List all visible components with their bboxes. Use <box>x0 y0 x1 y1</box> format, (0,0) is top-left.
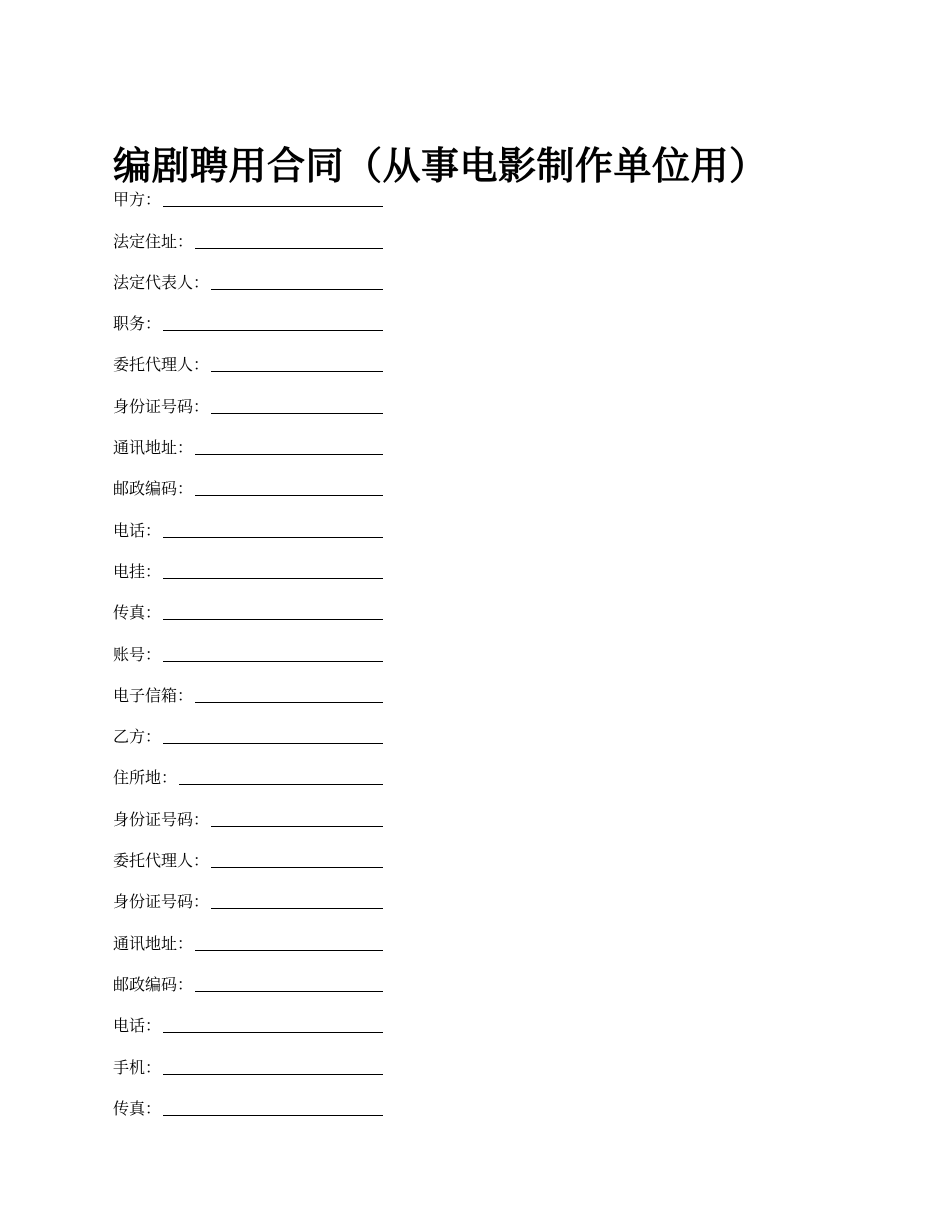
field-colon: ： <box>193 851 210 871</box>
fill-in-blank-line[interactable] <box>211 867 383 868</box>
fill-in-blank-line[interactable] <box>211 908 383 909</box>
fill-in-blank-line[interactable] <box>195 702 383 703</box>
field-label: 住所地 <box>113 768 162 788</box>
field-row <box>113 1087 383 1128</box>
fill-in-blank-line[interactable] <box>195 991 383 992</box>
field-colon: ： <box>145 644 162 664</box>
field-row <box>113 467 383 508</box>
field-label: 甲方 <box>113 190 146 210</box>
field-row <box>113 178 383 219</box>
field-colon: ： <box>145 520 162 540</box>
field-colon: ： <box>145 603 162 623</box>
fill-in-blank-line[interactable] <box>163 1115 383 1116</box>
fill-in-blank-line[interactable] <box>195 950 383 951</box>
field-colon: ： <box>177 479 194 499</box>
field-colon: ： <box>145 1016 162 1036</box>
fill-in-blank-line[interactable] <box>211 371 383 372</box>
field-label: 职务 <box>113 314 146 334</box>
field-label: 身份证号码 <box>113 809 194 829</box>
field-label: 邮政编码 <box>113 974 178 994</box>
field-row <box>113 880 383 921</box>
field-colon: ： <box>145 314 162 334</box>
field-row <box>113 591 383 632</box>
field-label: 法定代表人 <box>113 272 194 292</box>
fill-in-blank-line[interactable] <box>211 289 383 290</box>
field-colon: ： <box>177 685 194 705</box>
field-colon: ： <box>193 892 210 912</box>
field-label: 电挂 <box>113 561 146 581</box>
field-label: 电话 <box>113 520 146 540</box>
field-label: 电子信箱 <box>113 685 178 705</box>
fill-in-blank-line[interactable] <box>163 661 383 662</box>
fill-in-blank-line[interactable] <box>163 330 383 331</box>
page-title: 编剧聘用合同（从事电影制作单位用） <box>113 144 768 189</box>
field-colon: ： <box>145 1057 162 1077</box>
fill-in-blank-line[interactable] <box>163 619 383 620</box>
field-row <box>113 426 383 467</box>
field-colon: ： <box>193 809 210 829</box>
field-row <box>113 1045 383 1086</box>
field-row <box>113 797 383 838</box>
field-label: 传真 <box>113 1098 146 1118</box>
field-row <box>113 261 383 302</box>
field-label: 通讯地址 <box>113 438 178 458</box>
field-row <box>113 756 383 797</box>
field-colon: ： <box>193 355 210 375</box>
field-row <box>113 632 383 673</box>
field-row <box>113 963 383 1004</box>
fill-in-blank-line[interactable] <box>163 1074 383 1075</box>
field-row <box>113 550 383 591</box>
field-label: 身份证号码 <box>113 396 194 416</box>
field-row <box>113 715 383 756</box>
field-row <box>113 508 383 549</box>
fill-in-blank-line[interactable] <box>163 1032 383 1033</box>
field-label: 邮政编码 <box>113 479 178 499</box>
field-row <box>113 343 383 384</box>
field-row <box>113 921 383 962</box>
field-colon: ： <box>177 974 194 994</box>
field-row <box>113 1004 383 1045</box>
fill-in-blank-line[interactable] <box>211 413 383 414</box>
field-label: 身份证号码 <box>113 892 194 912</box>
fill-in-blank-line[interactable] <box>195 454 383 455</box>
field-row <box>113 384 383 425</box>
field-colon: ： <box>145 190 162 210</box>
field-row <box>113 302 383 343</box>
field-colon: ： <box>177 438 194 458</box>
fill-in-blank-line[interactable] <box>163 537 383 538</box>
field-row <box>113 219 383 260</box>
field-colon: ： <box>145 561 162 581</box>
field-label: 手机 <box>113 1057 146 1077</box>
field-label: 乙方 <box>113 727 146 747</box>
fill-in-blank-line[interactable] <box>195 248 383 249</box>
field-label: 委托代理人 <box>113 355 194 375</box>
field-label: 电话 <box>113 1016 146 1036</box>
field-row <box>113 839 383 880</box>
fill-in-blank-line[interactable] <box>195 495 383 496</box>
fill-in-blank-line[interactable] <box>163 578 383 579</box>
field-colon: ： <box>145 1098 162 1118</box>
field-colon: ： <box>193 396 210 416</box>
fill-in-blank-line[interactable] <box>163 206 383 207</box>
field-colon: ： <box>177 933 194 953</box>
field-colon: ： <box>193 272 210 292</box>
field-colon: ： <box>161 768 178 788</box>
fill-in-blank-line[interactable] <box>211 826 383 827</box>
field-label: 账号 <box>113 644 146 664</box>
fill-in-blank-line[interactable] <box>179 784 383 785</box>
contract-party-fields <box>113 178 383 1128</box>
field-colon: ： <box>177 231 194 251</box>
field-label: 通讯地址 <box>113 933 178 953</box>
field-label: 法定住址 <box>113 231 178 251</box>
field-label: 传真 <box>113 603 146 623</box>
field-row <box>113 674 383 715</box>
field-label: 委托代理人 <box>113 851 194 871</box>
field-colon: ： <box>145 727 162 747</box>
fill-in-blank-line[interactable] <box>163 743 383 744</box>
